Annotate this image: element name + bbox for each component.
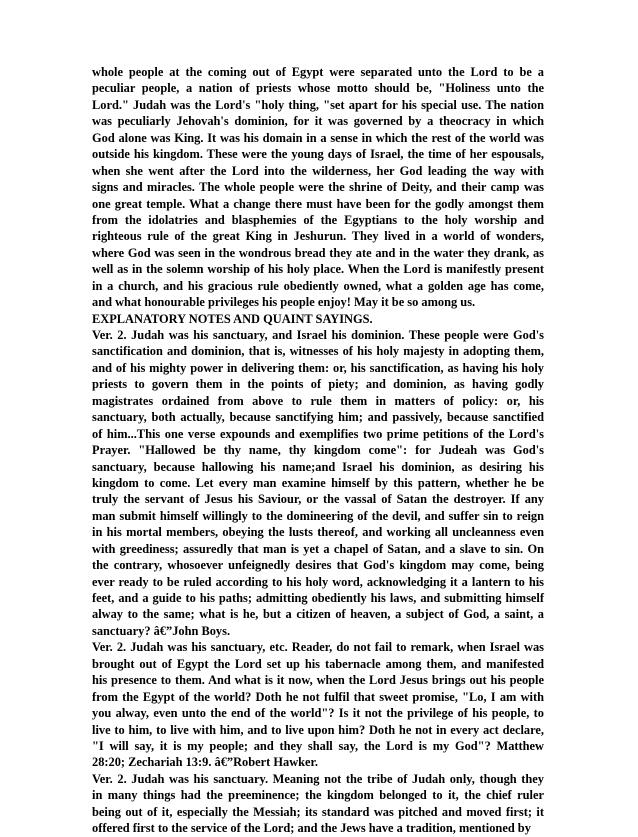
text-line: alway to the same; what is he, but a citizen of heaven, a subject of God, a saint, a (92, 607, 544, 622)
text-line: truly the servant of Jesus his Saviour, or the vassal of Satan the destroyer. If any (92, 492, 544, 507)
text-line: sanctuary, both actually, because sanctifying him; and passively, because sanctified (92, 410, 544, 425)
text-line: his presence to them. And what is it now, when the Lord Jesus brings out his people (92, 673, 544, 688)
text-line: righteous rule of the great King in Jeshurun. They lived in a world of wonders, (92, 229, 544, 244)
text-line: live to him, to live with him, and to live upon him? Doth he not in every act declare, (92, 722, 544, 737)
text-line: man submit himself willingly to the domineering of the devil, and suffer sin to reign (92, 508, 544, 523)
text-line: in many things had the preeminence; the kingdom belonged to it, the chief ruler (92, 788, 544, 803)
text-line: God alone was King. It was his domain in a sense in which the rest of the world was (92, 130, 544, 145)
text-line: and of his mighty power in delivering them: or, his sanctification, as having his holy (92, 360, 544, 375)
text-line: and what honourable privileges his people enjoy! May it be so among us. (92, 295, 476, 310)
text-line: sanctuary, because hallowing his name;and Israel his dominion, as desiring his (92, 459, 544, 474)
text-line: magistrates ordained from above to rule them in matters of policy: or, his (92, 393, 544, 408)
text-line: EXPLANATORY NOTES AND QUAINT SAYINGS. (92, 311, 373, 326)
text-line: signs and miracles. The whole people were the shrine of Deity, and their camp was (92, 180, 544, 195)
text-line: was peculiarly Jehovah's dominion, for it was governed by a theocracy in which (92, 114, 544, 129)
document-body-text (92, 64, 544, 837)
text-line: of him...This one verse expounds and exemplifies two prime petitions of the Lord's (92, 426, 544, 441)
text-line: Lord." Judah was the Lord's "holy thing, "set apart for his special use. The nation (92, 97, 544, 112)
text-line: being out of it, especially the Messiah; its standard was pitched and moved first; it (92, 804, 544, 819)
text-line: where God was seen in the wondrous bread they ate and in the water they drank, as (92, 245, 544, 260)
text-line: Ver. 2. Judah was his sanctuary, and Israel his dominion. These people were God's (92, 328, 544, 342)
text-line: well as in the solemn worship of his holy place. When the Lord is manifestly present (92, 262, 544, 277)
text-line: peculiar people, a nation of priests whose motto should be, "Holiness unto the (92, 81, 544, 96)
text-line: when she went after the Lord into the wilderness, her God leading the way with (92, 163, 544, 178)
text-line: from the idolatries and blasphemies of the Egyptians to the holy worship and (92, 212, 544, 227)
text-line: one great temple. What a change there must have been for the godly amongst them (92, 196, 544, 211)
text-line: brought out of Egypt the Lord set up his tabernacle among them, and manifested (92, 656, 544, 671)
text-line: Ver. 2. Judah was his sanctuary, etc. Reader, do not fail to remark, when Israel was (92, 640, 544, 655)
text-line: in a church, and his gracious rule obediently owned, what a golden age has come, (92, 278, 544, 293)
text-line: outside his kingdom. These were the young days of Israel, the time of her espousals, (92, 147, 544, 162)
text-line: offered first to the service of the Lord; and the Jews have a tradition, mentioned by (92, 821, 531, 836)
text-line: feet, and a guide to his paths; admitting obediently his laws, and submitting himself (92, 591, 544, 605)
text-line: the contrary, whosoever unfeignedly desires that God's kingdom may come, being (92, 558, 544, 573)
text-line: 28:20; Zechariah 13:9. â€”Robert Hawker. (92, 755, 318, 770)
text-line: kingdom to come. Let every man examine himself by this pattern, whether he be (92, 475, 544, 490)
text-line: from the Egypt of the world? Doth he not fulfil that sweet promise, "Lo, I am with (92, 689, 544, 704)
text-line: "I will say, it is my people; and they shall say, the Lord is my God"? Matthew (92, 738, 544, 753)
text-line: in his mortal members, obeying the lusts thereof, and working all uncleanness even (92, 525, 544, 540)
text-line: Ver. 2. Judah was his sanctuary. Meaning not the tribe of Judah only, though they (92, 771, 544, 786)
text-line: with greediness; assuredly that man is yet a chapel of Satan, and a slave to sin. On (92, 541, 544, 556)
document-page (92, 64, 544, 837)
text-line: you alway, even unto the end of the world"? Is it not the privilege of his people, to (92, 706, 544, 721)
text-line: ever ready to be ruled according to his holy word, acknowledging it a lantern to his (92, 574, 544, 589)
text-line: sanctuary? â€”John Boys. (92, 623, 231, 638)
text-line: Prayer. "Hallowed be thy name, thy kingdom come": for Judeah was God's (92, 443, 544, 458)
text-line: whole people at the coming out of Egypt were separated unto the Lord to be a (92, 65, 544, 79)
text-line: priests to govern them in the points of piety; and dominion, as having godly (92, 377, 544, 392)
text-line: sanctification and dominion, that is, witnesses of his holy majesty in adopting them, (92, 344, 544, 359)
